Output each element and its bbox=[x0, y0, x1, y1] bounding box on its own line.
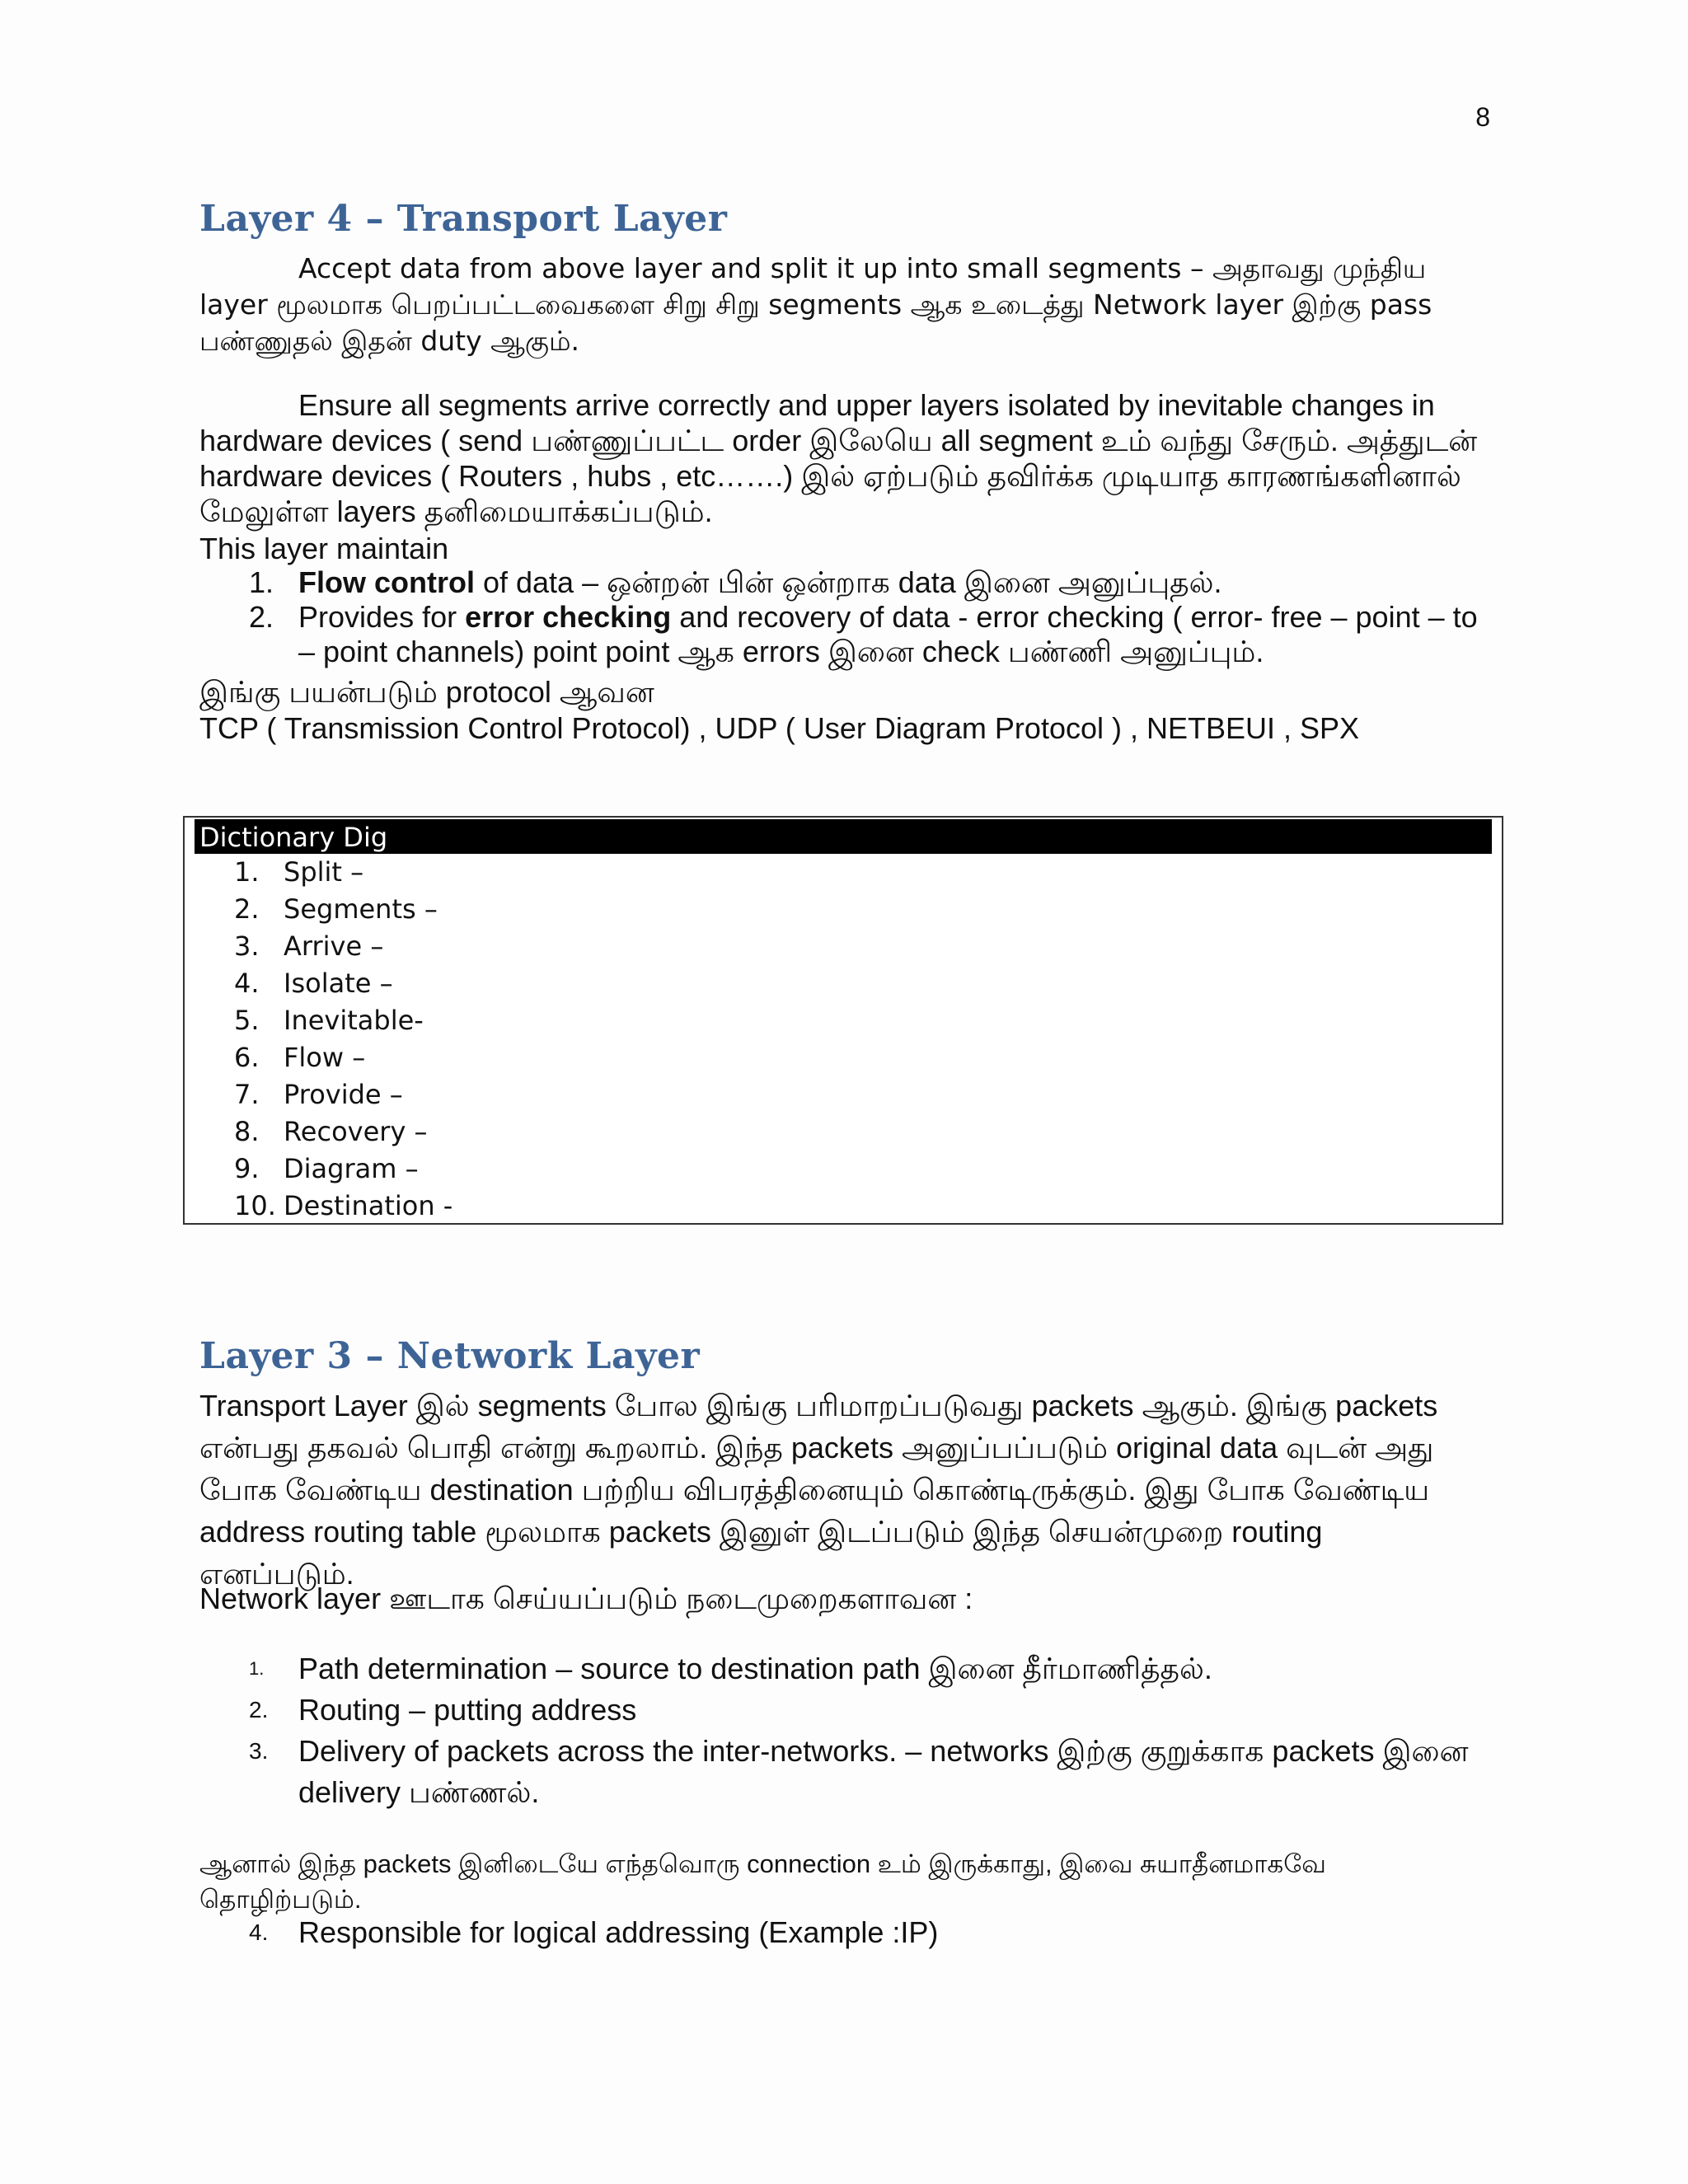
list-number: 2. bbox=[249, 1697, 269, 1722]
list-item bbox=[199, 1731, 1485, 1813]
dictionary-word: Recovery – bbox=[284, 1116, 428, 1147]
dictionary-item bbox=[185, 854, 1502, 891]
layer4-list bbox=[199, 565, 1485, 669]
list-text: Responsible for logical addressing (Example :IP) bbox=[298, 1915, 939, 1949]
dictionary-number: 5. bbox=[234, 1005, 260, 1036]
dictionary-number: 2. bbox=[234, 893, 260, 925]
dictionary-word: Provide – bbox=[284, 1079, 403, 1110]
dictionary-item bbox=[185, 1039, 1502, 1076]
dictionary-item bbox=[185, 1188, 1502, 1225]
list-number: 3. bbox=[249, 1738, 269, 1764]
list-item bbox=[199, 565, 1485, 600]
list-text: and recovery of data - error checking ( error- free – point – to – point channels) point point ஆக errors இனை check பண்ணி அனுப்பும். bbox=[298, 600, 1478, 668]
dictionary-item bbox=[185, 1002, 1502, 1039]
layer3-heading: Layer 3 – Network Layer bbox=[199, 1335, 701, 1377]
protocol-list: TCP ( Transmission Control Protocol) , UDP ( User Diagram Protocol ) , NETBEUI , SPX bbox=[199, 711, 1360, 745]
layer3-intro: Network layer ஊடாக செய்யப்படும் நடைமுறைகளாவன : bbox=[199, 1582, 973, 1615]
dictionary-number: 10. bbox=[234, 1190, 276, 1221]
dictionary-item bbox=[185, 891, 1502, 928]
list-item bbox=[199, 600, 1485, 669]
dictionary-number: 8. bbox=[234, 1116, 260, 1147]
layer3-note: ஆனால் இந்த packets இனிடையே எந்தவொரு connection உம் இருக்காது, இவை சுயாதீனமாகவே தொழிற்படும். bbox=[199, 1849, 1326, 1914]
dictionary-list bbox=[185, 854, 1502, 1225]
layer4-maintain-label: This layer maintain bbox=[199, 532, 449, 565]
list-number: 4. bbox=[249, 1919, 269, 1945]
page-number: 8 bbox=[1475, 102, 1490, 132]
list-number: 2. bbox=[249, 600, 274, 634]
layer4-paragraph-2: Ensure all segments arrive correctly and upper layers isolated by inevitable changes in hardware devices ( send பண்ணுப்பட்ட order இலேயெ all segment உம் வந்து சேரும். அத்துடன் hardware devices ( Routers , hubs , etc…….) இல் ஏற்படும் தவிர்க்க முடியாத காரணங்களினால் மேலுள்ள layers தனிமையாக்கப்படும். bbox=[199, 388, 1478, 528]
list-text: Routing – putting address bbox=[298, 1693, 637, 1727]
dictionary-item bbox=[185, 965, 1502, 1002]
list-bold-text: Flow control bbox=[298, 565, 475, 599]
list-text: Delivery of packets across the inter-networks. – networks இற்கு குறுக்காக packets இனை delivery பண்ணல். bbox=[298, 1734, 1469, 1809]
dictionary-number: 1. bbox=[234, 856, 260, 888]
dictionary-number: 6. bbox=[234, 1042, 260, 1073]
list-number: 1. bbox=[249, 565, 274, 599]
list-text: of data – ஒன்றன் பின் ஒன்றாக data இனை அனுப்புதல். bbox=[474, 565, 1222, 599]
list-number: 1. bbox=[249, 1658, 265, 1679]
dictionary-word: Diagram – bbox=[284, 1153, 419, 1184]
dictionary-word: Split – bbox=[284, 856, 364, 888]
layer4-heading: Layer 4 – Transport Layer bbox=[199, 198, 728, 240]
dictionary-word: Arrive – bbox=[284, 930, 384, 962]
dictionary-number: 4. bbox=[234, 968, 260, 999]
protocol-intro: இங்கு பயன்படும் protocol ஆவன bbox=[199, 675, 654, 709]
list-text: Path determination – source to destination path இனை தீர்மாணித்தல். bbox=[298, 1652, 1212, 1685]
list-item bbox=[199, 1915, 1485, 1950]
dictionary-item bbox=[185, 1076, 1502, 1113]
list-item bbox=[199, 1690, 1485, 1731]
layer3-paragraph: Transport Layer இல் segments போல இங்கு பரிமாறப்படுவது packets ஆகும். இங்கு packets என்பது தகவல் பொதி என்று கூறலாம். இந்த packets அனுப்பப்படும் original data வுடன் அது போக வேண்டிய destination பற்றிய விபரத்தினையும் கொண்டிருக்கும். இது போக வேண்டிய address routing table மூலமாக packets இனுள் இடப்படும் இந்த செயன்முறை routing எனப்படும். bbox=[199, 1389, 1438, 1591]
dictionary-item bbox=[185, 928, 1502, 965]
dictionary-number: 9. bbox=[234, 1153, 260, 1184]
dictionary-header: Dictionary Dig bbox=[195, 819, 1492, 854]
layer4-paragraph-1: Accept data from above layer and split it up into small segments – அதாவது முந்திய layer மூலமாக பெறப்பட்டவைகளை சிறு சிறு segments ஆக உடைத்து Network layer இற்கு pass பண்ணுதல் இதன் duty ஆகும். bbox=[199, 252, 1432, 357]
dictionary-word: Flow – bbox=[284, 1042, 366, 1073]
list-bold-text: error checking bbox=[465, 600, 672, 634]
layer3-list-continued bbox=[199, 1915, 1485, 1950]
dictionary-box bbox=[183, 816, 1503, 1225]
dictionary-word: Inevitable- bbox=[284, 1005, 424, 1036]
dictionary-word: Segments – bbox=[284, 893, 438, 925]
list-pre-text: Provides for bbox=[298, 600, 466, 634]
dictionary-word: Isolate – bbox=[284, 968, 393, 999]
list-item bbox=[199, 1648, 1485, 1690]
layer3-list bbox=[199, 1648, 1485, 1813]
dictionary-item bbox=[185, 1151, 1502, 1188]
dictionary-number: 3. bbox=[234, 930, 260, 962]
dictionary-item bbox=[185, 1113, 1502, 1151]
dictionary-number: 7. bbox=[234, 1079, 260, 1110]
dictionary-word: Destination - bbox=[284, 1190, 453, 1221]
